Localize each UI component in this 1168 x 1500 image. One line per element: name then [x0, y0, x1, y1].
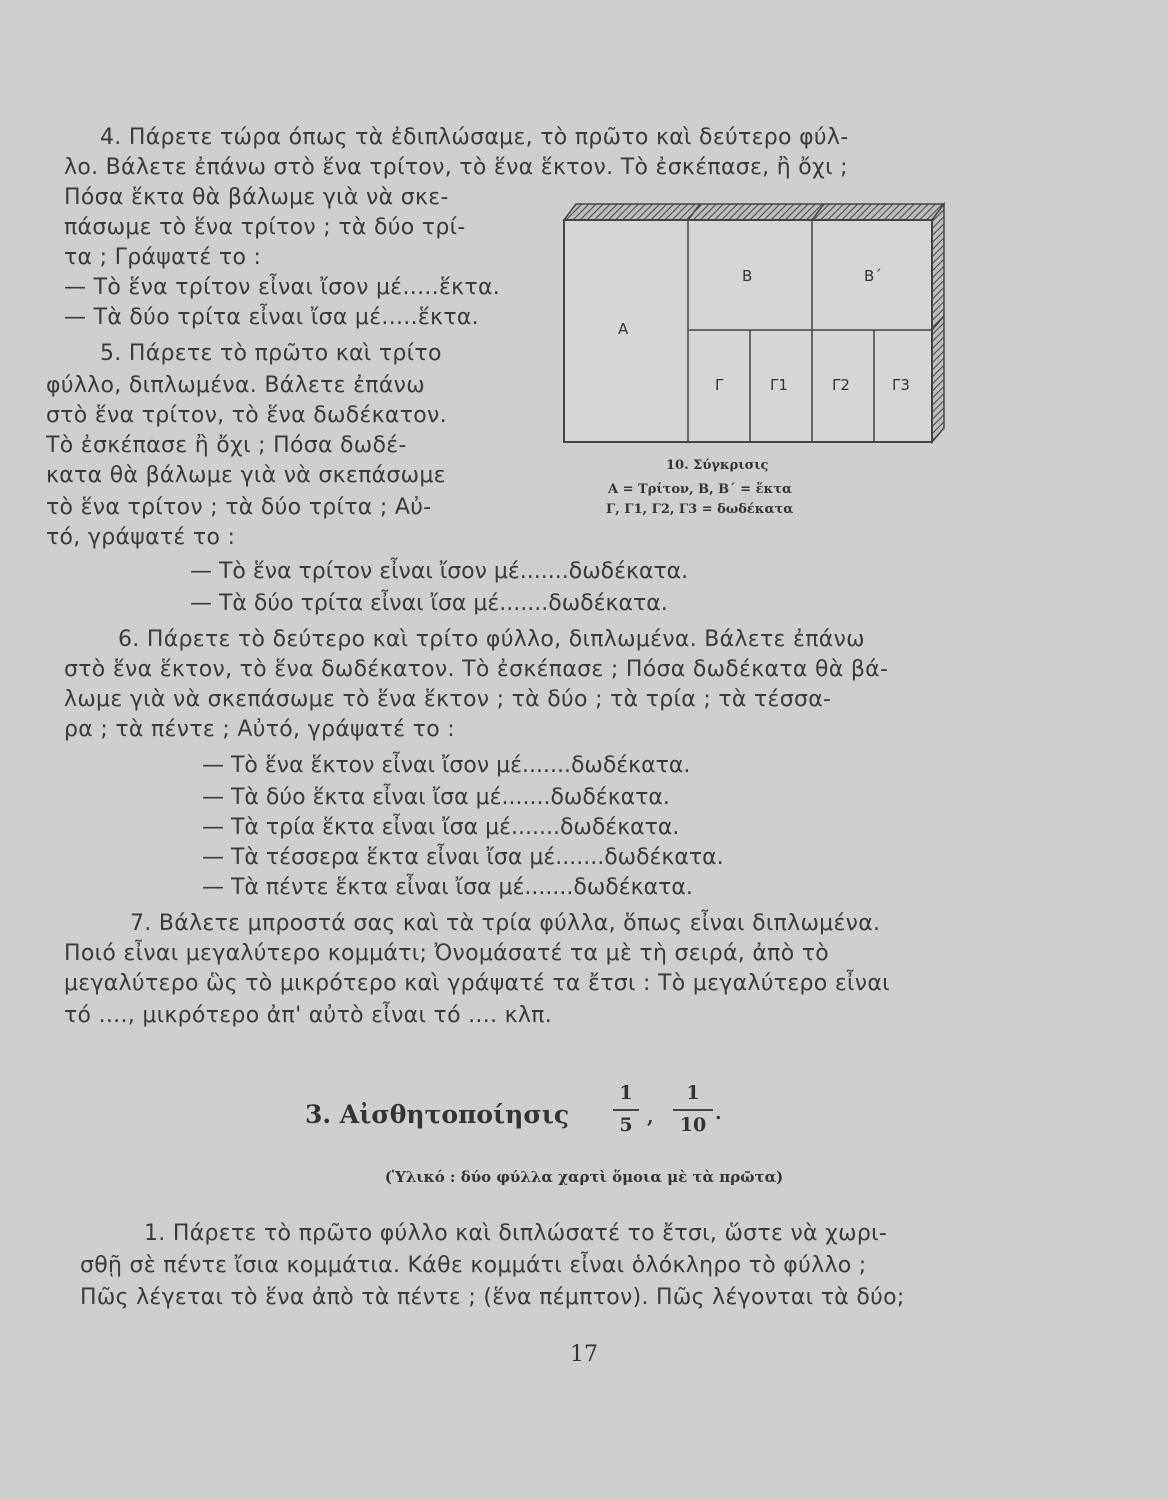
paragraph-5-line-2: φύλλο, διπλωμένα. Βάλετε ἐπάνω	[46, 373, 425, 398]
paragraph-6-answer-1: — Τὸ ἕνα ἕκτον εἶναι ἴσον μέ.......δωδέκατα.	[202, 753, 691, 778]
section3-paragraph-1-line-1: 1. Πάρετε τὸ πρῶτο φύλλο καὶ διπλώσατέ το ἔτσι, ὥστε νὰ χωρι-	[144, 1221, 888, 1246]
paragraph-4-line-5: τα ; Γράψατέ το :	[64, 245, 262, 270]
paragraph-7-line-3: μεγαλύτερο ὣς τὸ μικρότερο καὶ γράψατέ τα ἔτσι : Τὸ μεγαλύτερο εἶναι	[64, 971, 890, 996]
paragraph-5-line-7: τό, γράψατέ το :	[46, 525, 236, 550]
paragraph-4-line-6: — Τὸ ἕνα τρίτον εἶναι ἴσον μέ.....ἕκτα.	[64, 275, 501, 300]
paragraph-4-line-7: — Τὰ δύο τρίτα εἶναι ἴσα μέ.....ἕκτα.	[64, 305, 479, 330]
fraction-one-tenth-denominator: 10	[679, 1114, 707, 1136]
figure-caption-line-1: Α = Τρίτον, Β, Β΄ = ἕκτα	[608, 482, 792, 497]
page-number: 17	[570, 1342, 598, 1367]
paragraph-6-line-2: στὸ ἕνα ἕκτον, τὸ ἕνα δωδέκατον. Τὸ ἐσκέπασε ; Πόσα δωδέκατα θὰ βά-	[64, 657, 889, 682]
label-g3: Γ3	[892, 376, 910, 394]
label-g2: Γ2	[832, 376, 850, 394]
fraction-separator: ,	[647, 1106, 654, 1128]
section-subtitle: (Ὑλικό : δύο φύλλα χαρτὶ ὅμοια μὲ τὰ πρῶτα)	[384, 1168, 784, 1186]
section-title: 3. Αἰσθητοποίησις	[305, 1100, 570, 1129]
paragraph-5-line-1: 5. Πάρετε τὸ πρῶτο καὶ τρίτο	[100, 341, 442, 366]
paragraph-5-line-5: κατα θὰ βάλωμε γιὰ νὰ σκεπάσωμε	[46, 463, 446, 488]
heading-period: .	[715, 1102, 722, 1124]
paragraph-6-line-3: λωμε γιὰ νὰ σκεπάσωμε τὸ ἕνα ἕκτον ; τὰ δύο ; τὰ τρία ; τὰ τέσσα-	[64, 687, 832, 712]
fraction-one-fifth-numerator: 1	[619, 1082, 633, 1104]
label-b: Β	[742, 267, 753, 285]
paragraph-6-answer-5: — Τὰ πέντε ἕκτα εἶναι ἴσα μέ.......δωδέκατα.	[202, 875, 693, 900]
section-heading	[305, 1082, 745, 1148]
paragraph-5-line-4: Τὸ ἐσκέπασε ἢ ὄχι ; Πόσα δωδέ-	[46, 433, 407, 458]
paragraph-6-answer-3: — Τὰ τρία ἕκτα εἶναι ἴσα μέ.......δωδέκατα.	[202, 815, 680, 840]
label-g: Γ	[715, 376, 724, 394]
fraction-one-fifth-bar	[613, 1109, 639, 1111]
paragraph-5-answer-2: — Τὰ δύο τρίτα εἶναι ἴσα μέ.......δωδέκατα.	[190, 591, 668, 616]
paragraph-7-line-4: τό ...., μικρότερο ἀπ' αὐτὸ εἶναι τό .... κλπ.	[64, 1003, 553, 1028]
label-g1: Γ1	[770, 376, 788, 394]
paragraph-4-line-2: λο. Βάλετε ἐπάνω στὸ ἕνα τρίτον, τὸ ἕνα ἕκτον. Τὸ ἐσκέπασε, ἢ ὄχι ;	[64, 155, 848, 180]
fraction-one-fifth-denominator: 5	[619, 1114, 633, 1136]
paragraph-4-line-1: 4. Πάρετε τώρα όπως τὰ ἐδιπλώσαμε, τὸ πρῶτο καὶ δεύτερο φύλ-	[100, 125, 849, 150]
label-b-prime: Β΄	[864, 267, 882, 285]
label-a: Α	[618, 320, 629, 338]
paragraph-4-line-3: Πόσα ἕκτα θὰ βάλωμε γιὰ νὰ σκε-	[64, 185, 449, 210]
paragraph-6-answer-4: — Τὰ τέσσερα ἕκτα εἶναι ἴσα μέ.......δωδέκατα.	[202, 845, 724, 870]
fraction-one-tenth-numerator: 1	[686, 1082, 700, 1104]
section3-paragraph-1-line-2: σθῇ σὲ πέντε ἴσια κομμάτια. Κάθε κομμάτι εἶναι ὁλόκληρο τὸ φύλλο ;	[80, 1253, 867, 1278]
paragraph-6-line-4: ρα ; τὰ πέντε ; Αὐτό, γράψατέ το :	[64, 717, 455, 742]
paragraph-6-line-1: 6. Πάρετε τὸ δεύτερο καὶ τρίτο φύλλο, διπλωμένα. Βάλετε ἐπάνω	[118, 627, 865, 652]
top-edge-hatch	[564, 204, 944, 220]
fraction-one-tenth	[673, 1082, 713, 1138]
comparison-figure	[562, 202, 946, 444]
fraction-one-tenth-bar	[673, 1109, 713, 1111]
paragraph-6-answer-2: — Τὰ δύο ἕκτα εἶναι ἴσα μέ.......δωδέκατα.	[202, 785, 670, 810]
fraction-one-fifth	[613, 1082, 639, 1138]
figure-caption-title: 10. Σύγκρισις	[666, 458, 769, 473]
section3-paragraph-1-line-3: Πῶς λέγεται τὸ ἕνα ἀπὸ τὰ πέντε ; (ἕνα πέμπτον). Πῶς λέγονται τὰ δύο;	[80, 1285, 905, 1310]
paragraph-7-line-2: Ποιό εἶναι μεγαλύτερο κομμάτι; Ὀνομάσατέ τα μὲ τὴ σειρά, ἀπὸ τὸ	[64, 941, 830, 966]
paragraph-5-line-6: τὸ ἕνα τρίτον ; τὰ δύο τρίτα ; Αὐ-	[46, 495, 432, 520]
paragraph-5-answer-1: — Τὸ ἕνα τρίτον εἶναι ἴσον μέ.......δωδέκατα.	[190, 559, 689, 584]
paragraph-7-line-1: 7. Βάλετε μπροστά σας καὶ τὰ τρία φύλλα, ὅπως εἶναι διπλωμένα.	[130, 911, 881, 936]
figure-caption-line-2: Γ, Γ1, Γ2, Γ3 = δωδέκατα	[606, 502, 794, 517]
paragraph-5-line-3: στὸ ἕνα τρίτον, τὸ ἕνα δωδέκατον.	[46, 403, 447, 428]
paragraph-4-line-4: πάσωμε τὸ ἕνα τρίτον ; τὰ δύο τρί-	[64, 215, 466, 240]
